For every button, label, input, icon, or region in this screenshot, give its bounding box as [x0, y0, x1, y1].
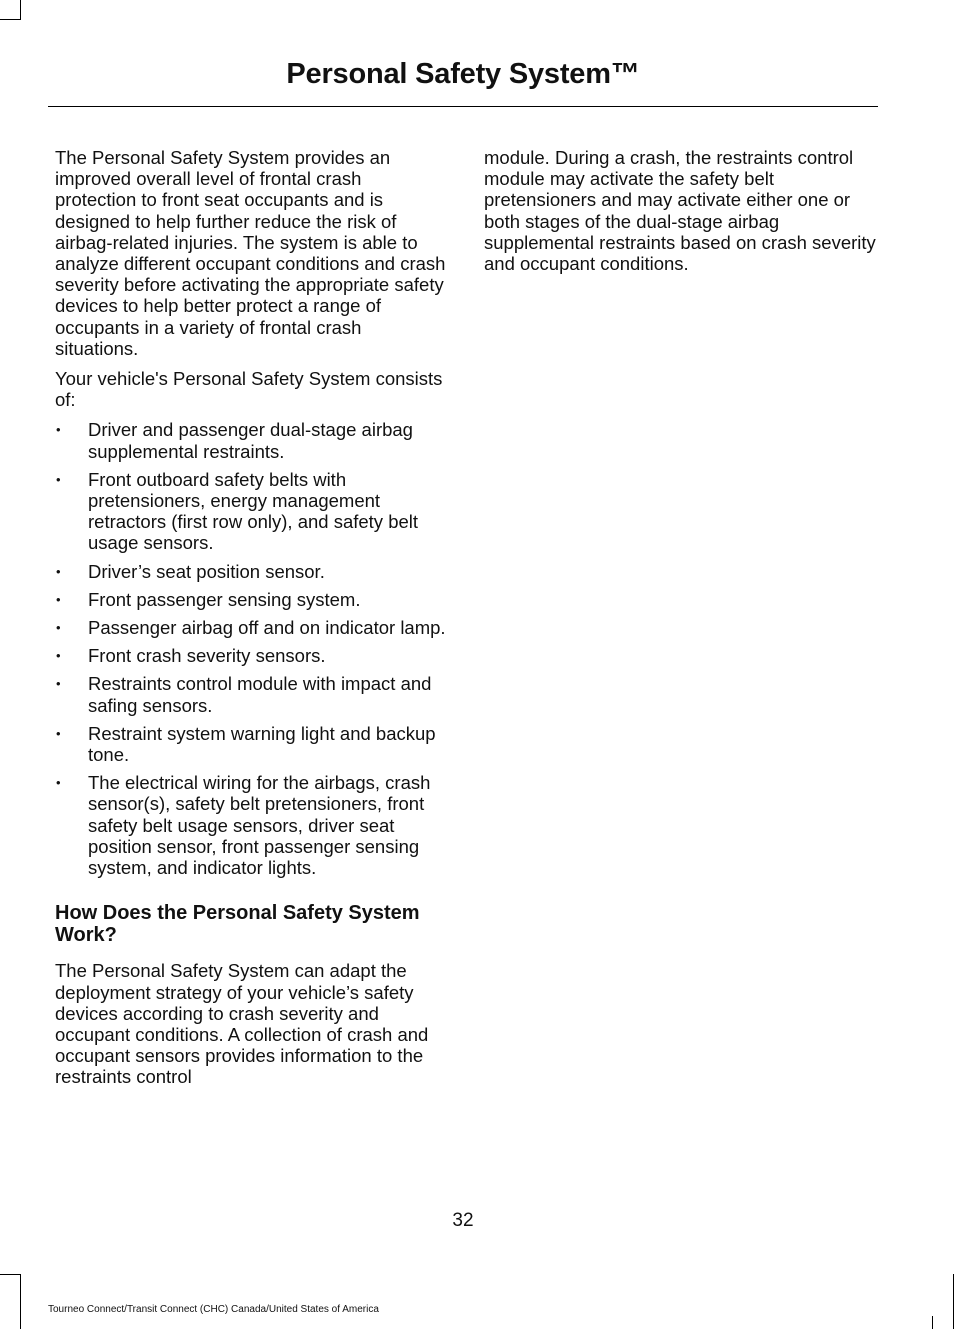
components-list	[55, 419, 447, 878]
list-item	[55, 469, 447, 554]
page-number: 32	[452, 1210, 474, 1231]
footer-book-title: Tourneo Connect/Transit Connect (CHC) Canada/United States of America	[48, 1304, 379, 1315]
list-item-text: The electrical wiring for the airbags, crash sensor(s), safety belt pretensioners, front safety belt usage sensors, driver seat position sensor, front passenger sensing system, and indicator lights.	[88, 772, 431, 879]
list-item-text: Front passenger sensing system.	[88, 588, 361, 610]
intro-paragraph: The Personal Safety System provides an improved overall level of frontal crash protection to front seat occupants and is designed to help further reduce the risk of airbag-related injuries. The system is able to analyze different occupant conditions and crash severity before activating the appropriate safety devices to help better protect a range of occupants in a variety of frontal crash situations.	[55, 147, 446, 359]
bullet-icon: •	[56, 676, 61, 692]
bullet-icon: •	[56, 648, 61, 664]
list-item-text: Front outboard safety belts with pretensioners, energy management retractors (first row only), and safety belt usage sensors.	[88, 468, 419, 554]
section-paragraph: The Personal Safety System can adapt the deployment strategy of your vehicle’s safety devices according to crash severity and occupant conditions. A collection of crash and occupant sensors provides information to the restraints control	[55, 960, 429, 1088]
page-title: Personal Safety System™	[286, 58, 640, 90]
crop-mark-bottom-left-horizontal	[0, 1274, 20, 1275]
left-column	[55, 147, 447, 1097]
list-item	[55, 645, 447, 666]
list-item-text: Passenger airbag off and on indicator lamp.	[88, 617, 446, 639]
list-item	[55, 561, 447, 582]
bullet-icon: •	[56, 591, 61, 607]
bullet-icon: •	[56, 422, 61, 438]
list-item	[55, 772, 447, 878]
crop-mark-bottom-left-tick	[20, 1316, 21, 1329]
list-item-text: Front crash severity sensors.	[88, 645, 326, 667]
list-item	[55, 723, 447, 765]
list-item	[55, 673, 447, 715]
bullet-icon: •	[56, 620, 61, 636]
list-item	[55, 589, 447, 610]
continued-paragraph: module. During a crash, the restraints control module may activate the safety belt pretensioners and may activate either one or both stages of the dual-stage airbag supplemental restraints based on crash severity and occupant conditions.	[484, 147, 876, 275]
bullet-icon: •	[56, 775, 61, 791]
crop-mark-top-left-horizontal	[0, 19, 20, 20]
consists-of-paragraph: Your vehicle's Personal Safety System consists of:	[55, 368, 443, 411]
bullet-icon: •	[56, 471, 61, 487]
crop-mark-bottom-right-tick-a	[932, 1316, 933, 1329]
right-column	[484, 147, 876, 283]
list-item-text: Driver’s seat position sensor.	[88, 560, 325, 582]
list-item	[55, 419, 447, 461]
list-item-text: Restraint system warning light and backup tone.	[88, 722, 436, 766]
title-rule	[48, 106, 878, 107]
bullet-icon: •	[56, 563, 61, 579]
crop-mark-top-left-vertical	[20, 0, 21, 20]
bullet-icon: •	[56, 725, 61, 741]
list-item-text: Restraints control module with impact and safing sensors.	[88, 673, 432, 716]
section-heading: How Does the Personal Safety System Work?	[55, 902, 420, 947]
list-item	[55, 617, 447, 638]
list-item-text: Driver and passenger dual-stage airbag supplemental restraints.	[88, 419, 413, 462]
